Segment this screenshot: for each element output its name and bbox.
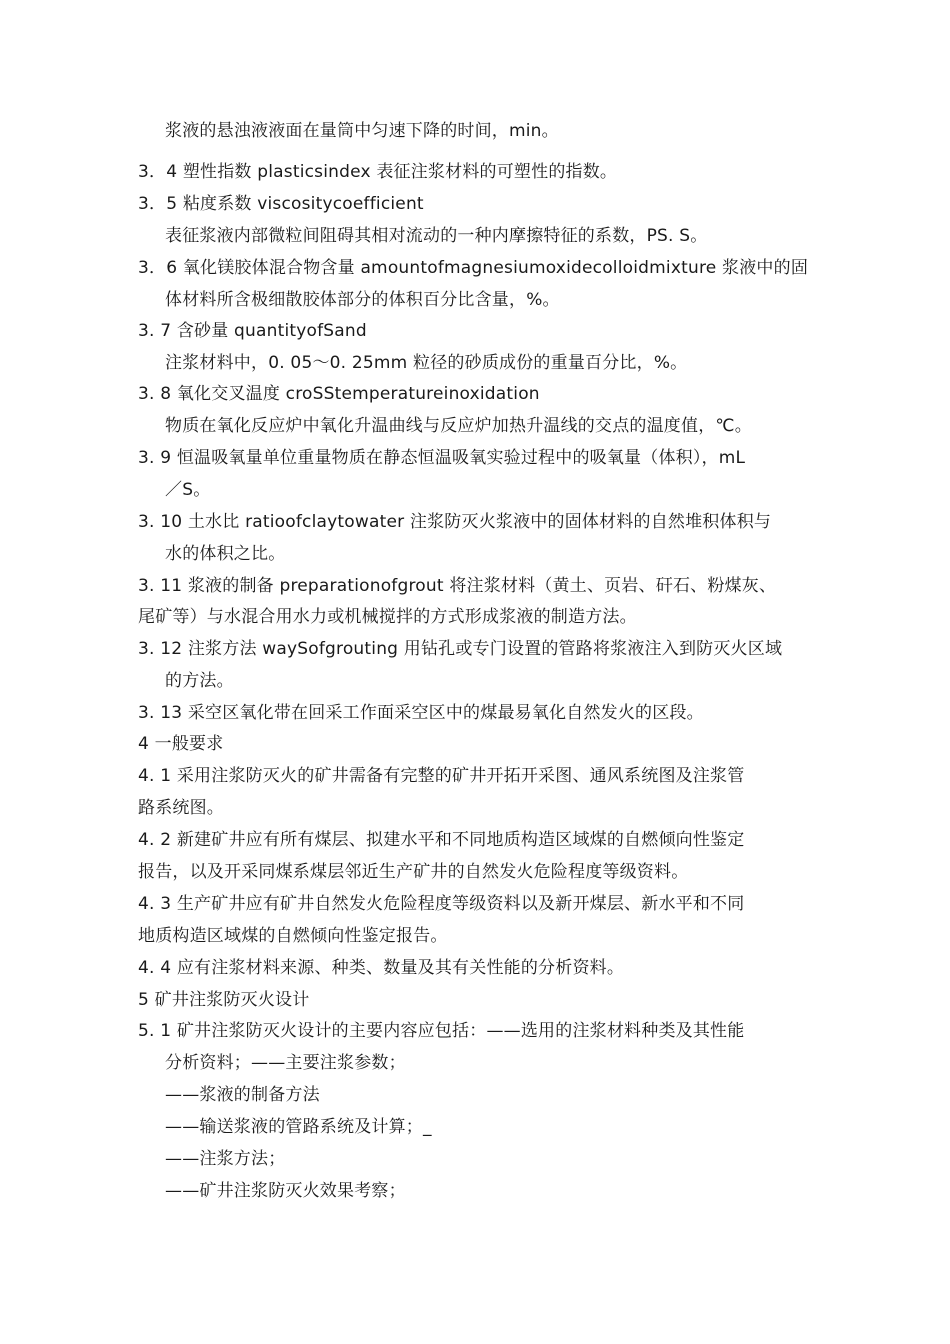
- clause-3-13: 3. 13 采空区氧化带在回采工作面采空区中的煤最易氧化自然发火的区段。: [138, 703, 704, 723]
- text-line: ／S。: [165, 480, 211, 500]
- list-item: ——输送浆液的管路系统及计算；_: [165, 1117, 432, 1137]
- text-line: 浆液的悬浊液液面在量筒中匀速下降的时间，min。: [165, 121, 559, 141]
- text-line: 的方法。: [165, 671, 234, 691]
- list-item: ——浆液的制备方法: [165, 1085, 320, 1105]
- text-line: 尾矿等）与水混合用水力或机械搅拌的方式形成浆液的制造方法。: [138, 607, 637, 627]
- text-line: 体材料所含极细散胶体部分的体积百分比含量，%。: [165, 290, 560, 310]
- clause-5-1: 5. 1 矿井注浆防灭火设计的主要内容应包括：——选用的注浆材料种类及其性能: [138, 1021, 745, 1041]
- clause-3-7: 3. 7 含砂量 quantityofSand: [138, 321, 367, 341]
- text-line: 分析资料；——主要注浆参数；: [165, 1053, 406, 1073]
- clause-3-5: 3．5 粘度系数 viscositycoefficient: [138, 194, 424, 214]
- list-item: ——矿井注浆防灭火效果考察；: [165, 1181, 406, 1201]
- clause-3-10: 3. 10 土水比 ratioofclaytowater 注浆防灭火浆液中的固体材料的自然堆积体积与: [138, 512, 772, 532]
- text-line: 报告，以及开采同煤系煤层邻近生产矿井的自然发火危险程度等级资料。: [138, 862, 689, 882]
- text-line: 地质构造区域煤的自燃倾向性鉴定报告。: [138, 926, 448, 946]
- clause-4-4: 4. 4 应有注浆材料来源、种类、数量及其有关性能的分析资料。: [138, 958, 625, 978]
- clause-4-3: 4. 3 生产矿井应有矿井自然发火危险程度等级资料以及新开煤层、新水平和不同: [138, 894, 745, 914]
- text-line: 表征浆液内部微粒间阻碍其相对流动的一种内摩擦特征的系数，PS. S。: [165, 226, 708, 246]
- clause-4-2: 4. 2 新建矿井应有所有煤层、拟建水平和不同地质构造区域煤的自燃倾向性鉴定: [138, 830, 745, 850]
- list-item: ——注浆方法；: [165, 1149, 286, 1169]
- section-5-heading: 5 矿井注浆防灭火设计: [138, 990, 310, 1010]
- clause-4-1: 4. 1 采用注浆防灭火的矿井需备有完整的矿井开拓开采图、通风系统图及注浆管: [138, 766, 745, 786]
- clause-3-12: 3. 12 注浆方法 waySofgrouting 用钻孔或专门设置的管路将浆液注入到防灭火区域: [138, 639, 783, 659]
- clause-3-6: 3．6 氧化镁胶体混合物含量 amountofmagnesiumoxidecolloidmixture 浆液中的固: [138, 258, 809, 278]
- clause-3-9: 3. 9 恒温吸氧量单位重量物质在静态恒温吸氧实验过程中的吸氧量（体积），mL: [138, 448, 746, 468]
- clause-3-8: 3. 8 氧化交叉温度 croSStemperatureinoxidation: [138, 384, 540, 404]
- text-line: 物质在氧化反应炉中氧化升温曲线与反应炉加热升温线的交点的温度值，℃。: [165, 416, 752, 436]
- section-4-heading: 4 一般要求: [138, 734, 224, 754]
- text-line: 水的体积之比。: [165, 544, 286, 564]
- clause-3-11: 3. 11 浆液的制备 preparationofgrout 将注浆材料（黄土、页岩、矸石、粉煤灰、: [138, 576, 777, 596]
- text-line: 路系统图。: [138, 798, 224, 818]
- clause-3-4: 3．4 塑性指数 plasticsindex 表征注浆材料的可塑性的指数。: [138, 162, 618, 182]
- text-line: 注浆材料中，0. 05〜0. 25mm 粒径的砂质成份的重量百分比，%。: [165, 353, 688, 373]
